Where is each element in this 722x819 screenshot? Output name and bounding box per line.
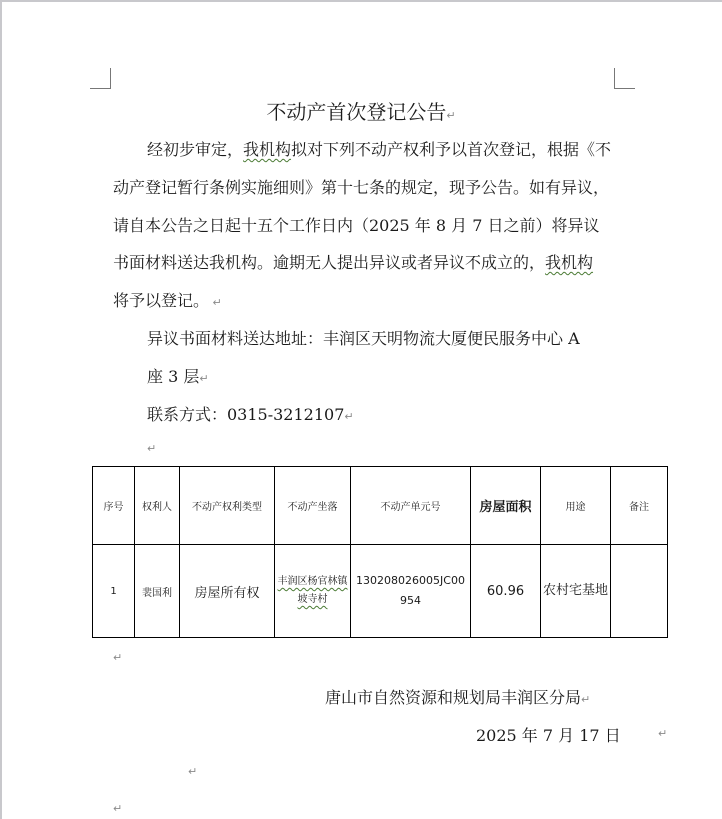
cell-location: 丰润区杨官林镇坡寺村 xyxy=(275,545,351,638)
header-holder: 权利人 xyxy=(135,467,180,545)
cell-usage: 农村宅基地 xyxy=(541,545,611,638)
page-top-border xyxy=(0,0,722,2)
header-area: 房屋面积 xyxy=(471,467,541,545)
header-remark: 备注 xyxy=(611,467,668,545)
contact-line: 联系方式：0315-3212107↵ xyxy=(147,405,354,424)
paragraph-1-line-2: 动产登记暂行条例实施细则》第十七条的规定，现予公告。如有异议， xyxy=(113,178,610,197)
paragraph-1-line-4: 书面材料送达我机构。逾期无人提出异议或者异议不成立的，我机构 xyxy=(113,253,594,272)
empty-paragraph-mark: ↵ xyxy=(113,802,123,815)
header-usage: 用途 xyxy=(541,467,611,545)
header-unit-number: 不动产单元号 xyxy=(351,467,471,545)
issue-date: 2025 年 7 月 17 日 xyxy=(476,726,621,745)
header-right-type: 不动产权利类型 xyxy=(180,467,275,545)
cell-remark xyxy=(611,545,668,638)
empty-paragraph-mark: ↵ xyxy=(147,442,157,455)
cell-index: 1 xyxy=(93,545,135,638)
page-title: 不动产首次登记公告↵ xyxy=(266,100,456,124)
address-line-1: 异议书面材料送达地址：丰润区天明物流大厦便民服务中心 A xyxy=(147,329,580,348)
issuing-organization: 唐山市自然资源和规划局丰润区分局↵ xyxy=(325,688,591,707)
cell-area: 60.96 xyxy=(471,545,541,638)
empty-paragraph-mark: ↵ xyxy=(188,765,198,778)
table-header-row xyxy=(93,467,668,545)
cell-holder: 裴国利 xyxy=(135,545,180,638)
table-row xyxy=(93,545,668,638)
crop-mark-top-left xyxy=(90,68,111,89)
property-table xyxy=(92,466,668,638)
header-location: 不动产坐落 xyxy=(275,467,351,545)
paragraph-1-line-3: 请自本公告之日起十五个工作日内（2025 年 8 月 7 日之前）将异议 xyxy=(113,216,600,235)
paragraph-1-line-5: 将予以登记。 ↵ xyxy=(113,291,222,310)
empty-paragraph-mark: ↵ xyxy=(113,651,123,664)
address-line-2: 座 3 层↵ xyxy=(147,367,209,386)
crop-mark-top-right xyxy=(614,68,635,89)
paragraph-1-line-1: 经初步审定，我机构拟对下列不动产权利予以首次登记，根据《不 xyxy=(147,140,612,159)
cell-unit-number: 130208026005JC00954 xyxy=(351,545,471,638)
header-index: 序号 xyxy=(93,467,135,545)
empty-paragraph-mark: ↵ xyxy=(658,727,668,740)
cell-right-type: 房屋所有权 xyxy=(180,545,275,638)
